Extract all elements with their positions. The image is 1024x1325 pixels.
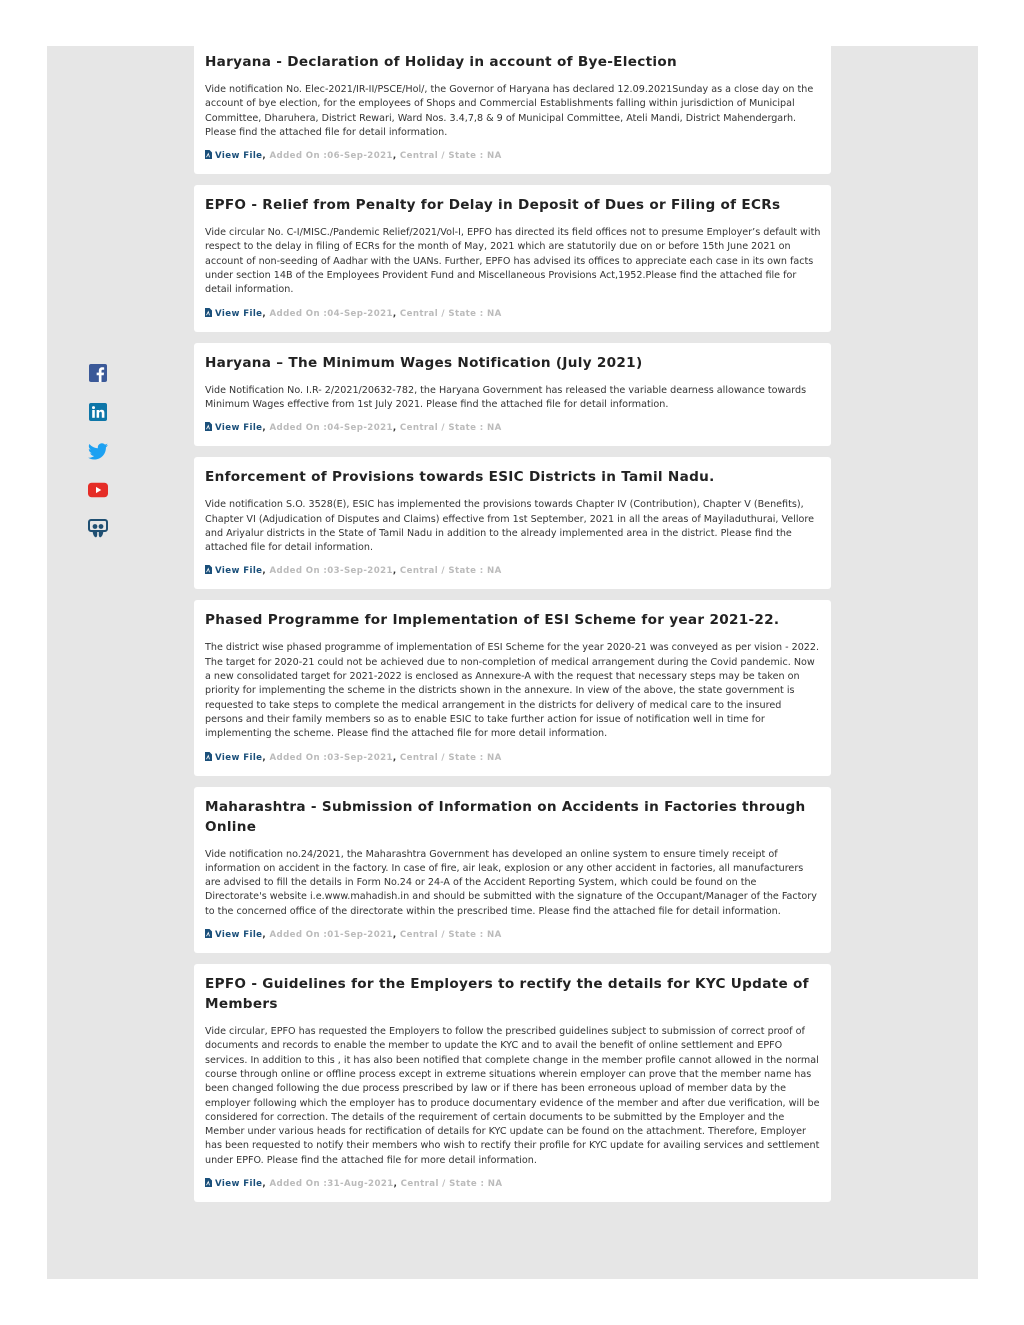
pdf-file-icon [205,752,212,761]
scope-label: Central / State : NA [399,566,502,577]
separator: , [392,752,400,763]
separator: , [392,308,400,319]
news-card [194,787,831,953]
separator: , [392,566,400,577]
linkedin-share-button[interactable] [88,402,108,422]
news-card [194,343,831,447]
news-title[interactable]: Haryana - Declaration of Holiday in account of Bye-Election [205,54,677,70]
view-file-link[interactable]: View File [215,308,263,319]
scope-label: Central / State : NA [399,752,502,763]
separator: , [262,566,270,577]
scope-label: Central / State : NA [399,930,502,941]
added-on-date: Added On :04-Sep-2021 [269,423,393,434]
facebook-share-button[interactable] [88,363,108,383]
news-card [194,964,831,1202]
news-title[interactable]: EPFO - Relief from Penalty for Delay in Deposit of Dues or Filing of ECRs [205,197,781,214]
scope-label: Central / State : NA [400,1178,503,1189]
added-on-date: Added On :01-Sep-2021 [269,930,393,941]
news-card [194,46,831,174]
news-title[interactable]: Maharashtra - Submission of Information on Accidents in Factories through Online [205,798,806,835]
news-body: Vide Notification No. I.R- 2/2021/20632-782, the Haryana Government has released the variable dearness allowance towards Minimum Wages effective from 1st July 2021. Please find the attached file for detail information. [205,384,807,410]
view-file-link[interactable]: View File [215,566,263,577]
added-on-date: Added On :04-Sep-2021 [269,308,393,319]
added-on-date: Added On :31-Aug-2021 [269,1178,394,1189]
news-card [194,185,831,331]
separator: , [393,1178,401,1189]
view-file-link[interactable]: View File [215,1178,263,1189]
twitter-icon [88,443,108,460]
news-card [194,457,831,589]
news-meta [205,150,821,162]
page-frame [47,46,978,1279]
pdf-file-icon [205,929,212,938]
news-title[interactable]: Haryana – The Minimum Wages Notification (July 2021) [205,354,643,371]
scope-label: Central / State : NA [399,308,502,319]
pdf-file-icon [205,422,212,431]
news-title[interactable]: Enforcement of Provisions towards ESIC Districts in Tamil Nadu. [205,469,715,486]
news-meta [205,422,821,434]
news-meta [205,752,821,764]
youtube-icon [88,482,108,498]
separator: , [262,423,270,434]
news-body: Vide notification No. Elec-2021/IR-II/PSCE/Hol/, the Governor of Haryana has declared 12.09.2021Sunday as a close day on the account of bye election, for the employees of Shops and Commercial Establishments falling within jurisdiction of Municipal Committee, Dharuhera, District Rewari, Ward Nos. 3.4,7,8 & 9 of Municipal Committee, Ateli Mandi, District Mahendergarh. Please find the attached file for detail information. [205,84,814,138]
separator: , [262,308,270,319]
news-list [194,46,831,1213]
view-file-link[interactable]: View File [215,752,263,763]
scope-label: Central / State : NA [399,151,502,162]
news-meta [205,929,821,941]
social-share-bar [88,363,110,558]
separator: , [392,423,400,434]
news-card [194,600,831,775]
separator: , [392,151,400,162]
added-on-date: Added On :06-Sep-2021 [269,151,393,162]
separator: , [262,1178,270,1189]
separator: , [392,930,400,941]
twitter-share-button[interactable] [88,441,108,461]
view-file-link[interactable]: View File [215,423,263,434]
pdf-file-icon [205,150,212,159]
news-meta [205,308,821,320]
pdf-file-icon [205,308,212,317]
slideshare-icon [88,519,108,539]
news-title[interactable]: Phased Programme for Implementation of ESI Scheme for year 2021-22. [205,612,780,629]
news-meta [205,565,821,577]
news-body: The district wise phased programme of implementation of ESI Scheme for the year 2020-21 was conveyed as per vision - 2022. The target for 2020-21 could not be achieved due to non-completion of medical arrangement during the Covid pandemic. Now a new consolidated target for 2021-2022 is enclosed as Annexure-A with the request that necessary steps may be taken on priority for implementing the scheme in the districts shown in the annexure. In view of the above, the state government is requested to take steps to complete the medical arrangement in the districts for delivery of medical care to the insured persons and their family members so as to enable ESIC to take further action for issue of notification well in time for implementing the scheme. Please find the attached file for more detail information. [205,642,820,740]
news-meta [205,1178,821,1190]
linkedin-icon [89,403,107,421]
added-on-date: Added On :03-Sep-2021 [269,566,393,577]
news-body: Vide notification S.O. 3528(E), ESIC has implemented the provisions towards Chapter IV (Contribution), Chapter V (Benefits), Chapter VI (Adjudication of Disputes and Claims) effective from 1st September, 2021 in all the areas of Mayiladuthurai, Vellore and Ariyalur districts in the State of Tamil Nadu in addition to the already implemented area in the district. Please find the attached file for detail information. [205,499,815,554]
pdf-file-icon [205,1178,212,1187]
slideshare-share-button[interactable] [88,519,108,539]
separator: , [262,151,270,162]
news-body: Vide circular No. C-I/MISC./Pandemic Relief/2021/Vol-I, EPFO has directed its field offices not to presume Employer’s default with respect to the delay in filing of ECRs for the month of May, 2021 which are statutorily due on or before 15th June 2021 on account of non-seeding of Aadhar with the UANs. Further, EPFO has advised its offices to appreciate each case in its own facts under section 14B of the Employees Provident Fund and Miscellaneous Provisions Act,1952.Please find the attached file for detail information. [205,227,821,296]
separator: , [262,752,270,763]
view-file-link[interactable]: View File [215,151,263,162]
pdf-file-icon [205,565,212,574]
news-body: Vide notification no.24/2021, the Maharashtra Government has developed an online system to ensure timely receipt of information on accident in the factory. In case of fire, air leak, explosion or any other accident in factories, all manufacturers are advised to fill the details in Form No.24 or 24-A of the Accident Reporting System, which could be found on the Directorate's website i.e.www.mahadish.in and should be submitted with the signature of the Occupant/Manager of the Factory to the concerned office of the directorate within the prescribed time. Please find the attached file for detail information. [205,848,817,917]
facebook-icon [89,364,107,382]
news-title[interactable]: EPFO - Guidelines for the Employers to rectify the details for KYC Update of Members [205,976,809,1013]
view-file-link[interactable]: View File [215,930,263,941]
scope-label: Central / State : NA [399,423,502,434]
added-on-date: Added On :03-Sep-2021 [269,752,393,763]
youtube-share-button[interactable] [88,480,108,500]
news-body: Vide circular, EPFO has requested the Employers to follow the prescribed guidelines subject to submission of correct proof of documents and records to enable the member to update the KYC and to avail the benefit of online settlement and EPFO services. In addition to this , it has also been notified that complete change in the member profile cannot allowed in the normal course through online or offline process except in extreme situations wherein employer can prove that the member name has been changed following the due process prescribed by law or if there has been erroneous upload of member data by the employer following which the employer has to produce documentary evidence of the member and after due verification, will be considered for correction. The details of the requirement of certain documents to be submitted by the Employer and the Member under various heads for rectification of details for KYC update can be found on the attachment. Therefore, Employer has been requested to notify their members who wish to rectify their profile for KYC update for availing services and settlement under EPFO. Please find the attached file for more detail information. [205,1026,820,1166]
separator: , [262,930,270,941]
